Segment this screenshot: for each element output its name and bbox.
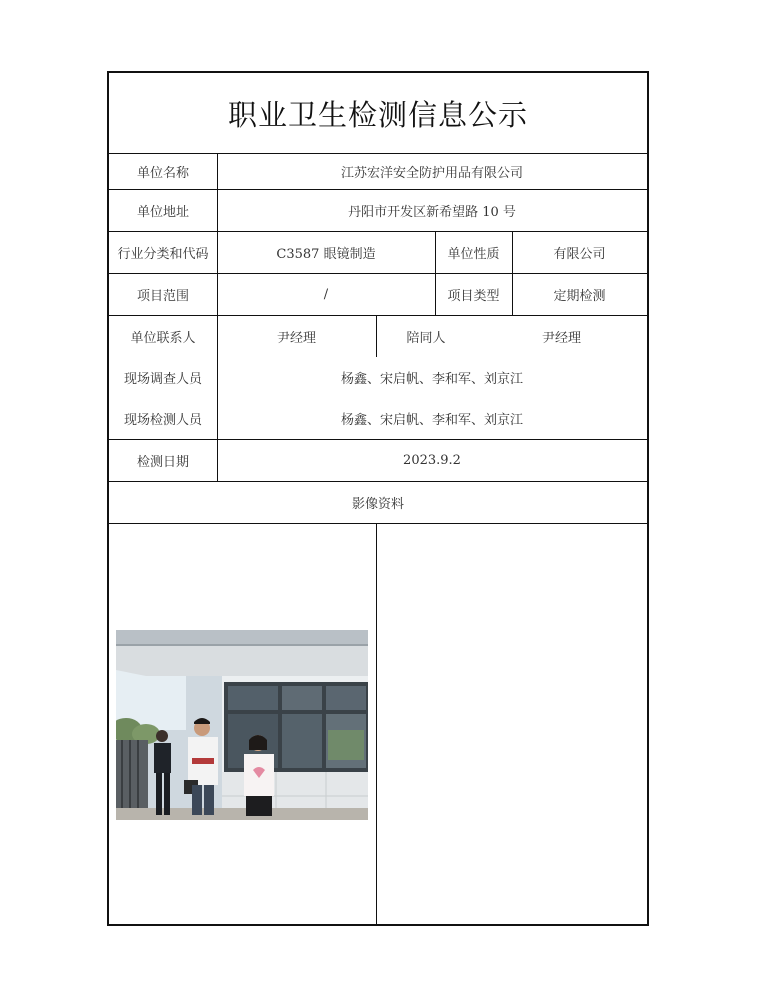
escort-value: 尹经理: [541, 330, 581, 346]
site-photo: [116, 630, 368, 820]
unit-name-label: 单位名称: [136, 165, 189, 181]
column-divider: [376, 523, 377, 926]
test-staff-value: 杨鑫、宋启帆、李和军、刘京江: [340, 413, 523, 428]
info-table: [107, 71, 649, 926]
project-scope-label: 项目范围: [136, 288, 189, 304]
contact-value: 尹经理: [276, 330, 316, 346]
contact-label: 单位联系人: [130, 330, 196, 346]
unit-name-value: 江苏宏洋安全防护用品有限公司: [340, 165, 523, 181]
row-divider: [109, 523, 647, 524]
unit-nature-value: 有限公司: [553, 246, 606, 262]
project-type-value: 定期检测: [553, 288, 606, 304]
test-staff-label: 现场检测人员: [123, 413, 202, 428]
test-date-label: 检测日期: [136, 454, 189, 470]
unit-address-label: 单位地址: [136, 204, 189, 220]
page-title: 职业卫生检测信息公示: [227, 97, 528, 132]
survey-staff-value: 杨鑫、宋启帆、李和军、刘京江: [340, 372, 523, 387]
survey-staff-label: 现场调查人员: [123, 372, 202, 387]
unit-address-value: 丹阳市开发区新希望路 10 号: [348, 204, 516, 220]
escort-label: 陪同人: [406, 330, 446, 346]
project-scope-value: /: [323, 286, 329, 302]
test-date-value: 2023.9.2: [403, 452, 461, 468]
images-header: 影像资料: [351, 496, 404, 512]
industry-value: C3587 眼镜制造: [276, 246, 376, 262]
unit-nature-label: 单位性质: [447, 246, 500, 262]
industry-label: 行业分类和代码: [117, 246, 209, 262]
project-type-label: 项目类型: [447, 288, 500, 304]
